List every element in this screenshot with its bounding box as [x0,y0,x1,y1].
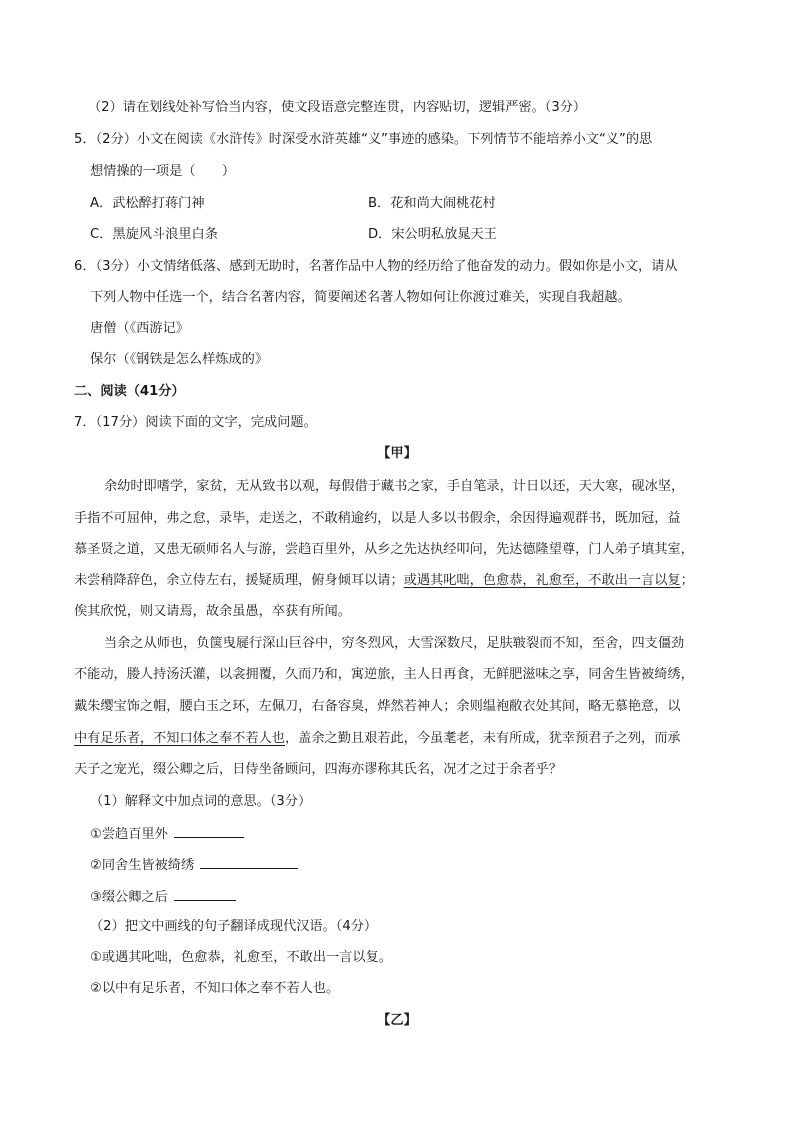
q6-stem-line2: 下列人物中任选一个，结合名著内容，简要阐述名著人物如何让你渡过难关，实现自我超越。 [90,290,631,305]
passage-p1-line2: 手指不可屈伸，弗之怠，录毕，走送之，不敢稍逾约，以是人多以书假余，余因得遍观群书，既加冠，益 [74,511,681,526]
passage-p1-line1: 余幼时即嗜学，家贫，无从致书以观，每假借于藏书之家，手自笔录，计日以还，天大寒，砚冰坚， [104,479,685,494]
q6-choice-tangseng: 唐僧（《西游记》 [90,321,189,336]
q5-option-c: C．黑旋风斗浪里白条 [90,227,218,242]
answer-blank-b[interactable] [200,854,298,869]
q7-sub1-item-c-text: ③缀公卿之后 [90,890,168,905]
passage-p1-line4-end: ； [680,573,694,588]
q4-sub2-instruction: （2）请在划线处补写恰当内容，使文段语意完整连贯，内容贴切，逻辑严密。（3分） [88,100,587,115]
passage-p1-line4 [74,571,694,591]
section-heading-reading: 二、阅读（41分） [74,384,185,399]
passage-yi-title: 【乙】 [377,1013,417,1028]
underlined-sentence-1: 或遇其叱咄，色愈恭，礼愈至，不敢出一言以复 [403,573,681,588]
q7-sub1-item-a-text: ①尝趋百里外 [90,827,168,842]
passage-p2-line4-end: ，盖余之勤且艰若此，今虽耄老，未有所成，犹幸预君子之列，而承 [285,731,681,746]
answer-blank-c[interactable] [174,886,236,901]
q7-sub2-item-b: ②以中有足乐者，不知口体之奉不若人也。 [90,981,340,996]
passage-p2-line5: 天子之宠光，缀公卿之后，日侍坐备顾问，四海亦谬称其氏名，况才之过于余者乎？ [74,762,562,777]
q7-sub1-item-b-text: ②同舍生皆被绮绣 [90,858,195,873]
passage-p1-line4-start: 未尝稍降辞色，余立侍左右，援疑质理，俯身倾耳以请； [74,573,404,588]
q6-choice-baoer: 保尔（《钢铁是怎么样炼成的》 [90,352,269,367]
passage-p2-line3: 戴朱缨宝饰之帽，腰白玉之环，左佩刀，右备容臭，烨然若神人；余则缊袍敝衣处其间，略无慕艳意，以 [74,699,681,714]
q7-sub2-item-a: ①或遇其叱咄，色愈恭，礼愈至，不敢出一言以复。 [90,950,392,965]
passage-p2-line4 [74,729,681,749]
passage-p1-line5: 俟其欣悦，则又请焉，故余虽愚，卒获有所闻。 [74,604,351,619]
passage-jia-title: 【甲】 [377,446,417,461]
q7-sub1-item-a [90,823,244,845]
passage-p2-line2: 不能动，媵人持汤沃灌，以衾拥覆，久而乃和，寓逆旅，主人日再食，无鲜肥滋味之享，同舍生皆被绮绣， [74,667,694,682]
q7-intro: 7．（17分）阅读下面的文字，完成问题。 [74,415,317,430]
q6-stem-line1: 6．（3分）小文情绪低落、感到无助时，名著作品中人物的经历给了他奋发的动力。假如你是小文，请从 [74,259,678,274]
q5-option-b: B．花和尚大闹桃花村 [368,196,496,211]
q7-sub2-title: （2）把文中画线的句子翻译成现代汉语。（4分） [90,919,378,934]
q7-sub1-item-b [90,854,298,876]
q5-stem-line2: 想情操的一项是（ ） [90,164,236,179]
q5-option-a: A．武松醉打蒋门神 [90,196,205,211]
q7-sub1-item-c [90,886,236,908]
passage-p2-line1: 当余之从师也，负箧曳屣行深山巨谷中，穷冬烈风，大雪深数尺，足肤皲裂而不知，至舍，四支僵劲 [104,636,685,651]
q7-sub1-title: （1）解释文中加点词的意思。（3分） [90,794,312,809]
q5-option-d: D．宋公明私放晁天王 [368,227,497,242]
answer-blank-a[interactable] [174,823,244,838]
q5-stem-line1: 5．（2分）小文在阅读《水浒传》时深受水浒英雄“义”事迹的感染。下列情节不能培养小文“义”的思 [74,132,653,147]
passage-p1-line3: 慕圣贤之道，又患无硕师名人与游，尝趋百里外，从乡之先达执经叩问，先达德隆望尊，门人弟子填其室， [74,542,694,557]
underlined-sentence-2: 中有足乐者，不知口体之奉不若人也 [74,731,285,746]
